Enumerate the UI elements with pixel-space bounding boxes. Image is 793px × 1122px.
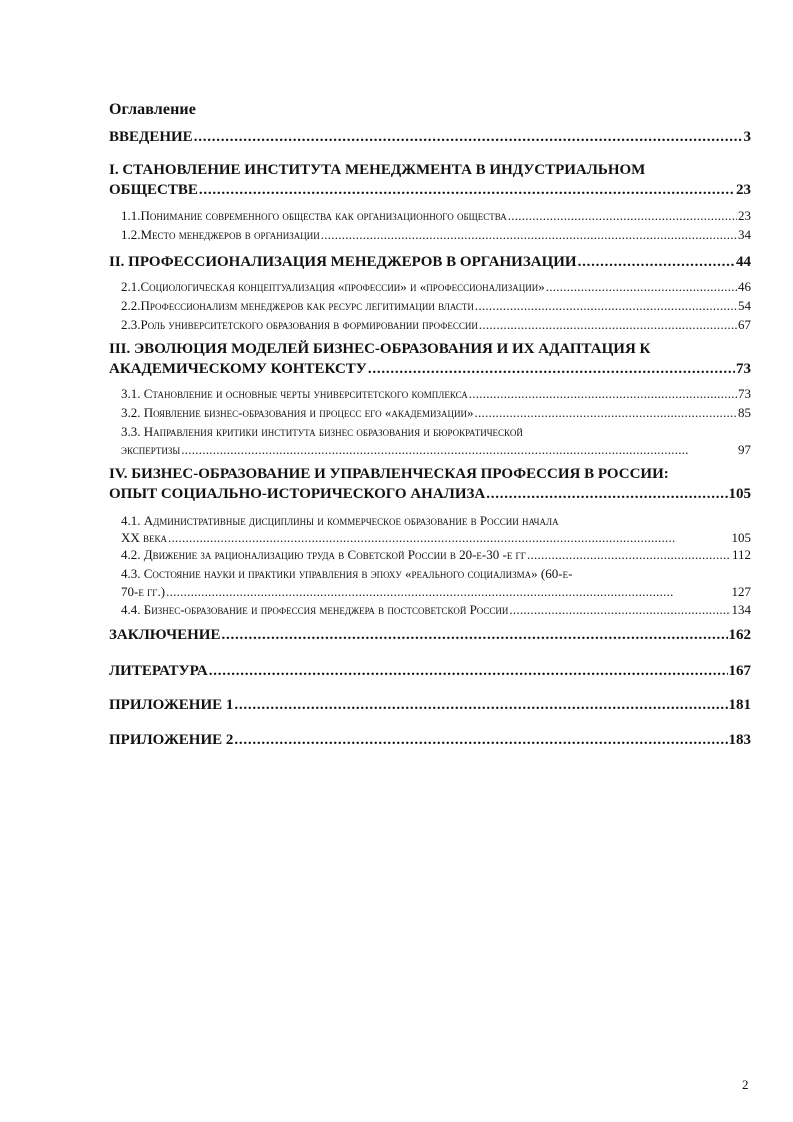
dot-leader [475, 297, 737, 315]
dot-leader [194, 128, 743, 146]
toc-entry-page: 162 [728, 627, 751, 643]
toc-entry-chapter-1-line1[interactable]: I. СТАНОВЛЕНИЕ ИНСТИТУТА МЕНЕДЖМЕНТА В ИНДУСТРИАЛЬНОМ [109, 162, 646, 178]
dot-leader [469, 385, 737, 403]
toc-entry-4-3-line1[interactable]: 4.3. Состояние науки и практики управления в эпоху «реального социализма» (60-е- [121, 566, 573, 581]
toc-entry-chapter-4[interactable] [109, 485, 751, 503]
toc-entry-title: 2.2.Профессионализм менеджеров как ресурс легитимации власти [121, 298, 474, 313]
toc-entry-title: 4.4. Бизнес-образование и профессия менеджера в постсоветской России [121, 602, 509, 617]
page-number: 2 [742, 1077, 749, 1092]
toc-entry-page: 134 [731, 602, 751, 617]
toc-entry-title: 3.2. Появление бизнес-образования и процесс его «академизации» [121, 405, 474, 420]
dot-leader [234, 696, 727, 714]
toc-entry-title: 2.1.Социологическая концептуализация «профессии» и «профессионализации» [121, 279, 545, 294]
toc-entry-4-3[interactable] [121, 583, 751, 601]
dot-leader [199, 181, 735, 199]
toc-entry-chapter-4-line1[interactable]: IV. БИЗНЕС-ОБРАЗОВАНИЕ И УПРАВЛЕНЧЕСКАЯ ПРОФЕССИЯ В РОССИИ: [109, 466, 669, 482]
toc-entry-page: 46 [738, 279, 751, 294]
toc-entry-page: 3 [743, 129, 751, 145]
dot-leader [546, 278, 737, 296]
toc-entry-chapter-3-line1[interactable]: III. ЭВОЛЮЦИЯ МОДЕЛЕЙ БИЗНЕС-ОБРАЗОВАНИЯ И ИХ АДАПТАЦИЯ К [109, 341, 651, 357]
toc-entry-title: II. ПРОФЕССИОНАЛИЗАЦИЯ МЕНЕДЖЕРОВ В ОРГАНИЗАЦИИ [109, 254, 577, 270]
dot-leader [168, 529, 730, 547]
dot-leader [578, 253, 735, 271]
toc-entry-page: 44 [736, 254, 751, 270]
toc-entry-1-1[interactable] [121, 207, 751, 225]
toc-entry-page: 127 [731, 584, 751, 599]
dot-leader [509, 601, 730, 619]
dot-leader [221, 626, 727, 644]
dot-leader [527, 546, 731, 564]
toc-entry-2-3[interactable] [121, 316, 751, 334]
toc-entry-1-2[interactable] [121, 226, 751, 244]
toc-entry-2-2[interactable] [121, 297, 751, 315]
toc-entry-page: 23 [738, 208, 751, 223]
toc-entry-4-4[interactable] [121, 601, 751, 619]
toc-entry-title: ПРИЛОЖЕНИЕ 1 [109, 697, 234, 713]
toc-entry-page: 105 [731, 530, 751, 545]
toc-entry-chapter-2[interactable] [109, 253, 751, 271]
toc-entry-page: 85 [738, 405, 751, 420]
toc-entry-page: 183 [728, 732, 751, 748]
toc-entry-title: 2.3.Роль университетского образования в формировании профессии [121, 317, 478, 332]
toc-entry-title: XX века [121, 530, 168, 545]
dot-leader [475, 404, 738, 422]
toc-entry-title: 3.1. Становление и основные черты университетского комплекса [121, 386, 468, 401]
toc-entry-chapter-1[interactable] [109, 181, 751, 199]
toc-entry-title: 70-е гг.) [121, 584, 166, 599]
toc-entry-4-2[interactable] [121, 546, 751, 564]
dot-leader [368, 360, 735, 378]
toc-entry-title: 4.2. Движение за рационализацию труда в Советской России в 20-е-30 -е гг [121, 547, 526, 562]
toc-entry-page: 167 [728, 663, 751, 679]
toc-entry-page: 97 [738, 442, 751, 457]
toc-heading: Оглавление [109, 101, 196, 118]
toc-entry-title: 1.2.Место менеджеров в организации [121, 227, 320, 242]
toc-entry-title: ЗАКЛЮЧЕНИЕ [109, 627, 221, 643]
toc-entry-page: 181 [728, 697, 751, 713]
toc-entry-3-3[interactable] [121, 441, 751, 459]
toc-entry-title: 1.1.Понимание современного общества как организационного общества [121, 208, 507, 223]
toc-entry-2-1[interactable] [121, 278, 751, 296]
dot-leader [486, 485, 727, 503]
toc-entry-page: 34 [738, 227, 751, 242]
toc-entry-title: АКАДЕМИЧЕСКОМУ КОНТЕКСТУ [109, 361, 367, 377]
toc-entry-chapter-3[interactable] [109, 360, 751, 378]
toc-entry-introduction[interactable] [109, 128, 751, 146]
toc-entry-3-3-line1[interactable]: 3.3. Направления критики института бизнес образования и бюрократической [121, 424, 523, 439]
toc-entry-literature[interactable] [109, 662, 751, 680]
toc-entry-page: 112 [731, 547, 751, 562]
toc-entry-page: 23 [736, 182, 751, 198]
dot-leader [479, 316, 737, 334]
toc-entry-title: ПРИЛОЖЕНИЕ 2 [109, 732, 234, 748]
dot-leader [181, 441, 737, 459]
toc-entry-3-1[interactable] [121, 385, 751, 403]
dot-leader [321, 226, 737, 244]
toc-entry-title: экспертизы [121, 442, 181, 457]
toc-entry-3-2[interactable] [121, 404, 751, 422]
toc-entry-page: 73 [736, 361, 751, 377]
toc-entry-4-1[interactable] [121, 529, 751, 547]
toc-entry-title: ОБЩЕСТВЕ [109, 182, 198, 198]
toc-entry-title: ОПЫТ СОЦИАЛЬНО-ИСТОРИЧЕСКОГО АНАЛИЗА [109, 486, 486, 502]
toc-entry-appendix-1[interactable] [109, 696, 751, 714]
toc-entry-appendix-2[interactable] [109, 731, 751, 749]
dot-leader [209, 662, 728, 680]
toc-entry-page: 67 [738, 317, 751, 332]
toc-entry-page: 105 [728, 486, 751, 502]
dot-leader [508, 207, 737, 225]
toc-entry-conclusion[interactable] [109, 626, 751, 644]
dot-leader [234, 731, 727, 749]
dot-leader [166, 583, 730, 601]
toc-entry-title: ЛИТЕРАТУРА [109, 663, 208, 679]
toc-entry-title: ВВЕДЕНИЕ [109, 129, 193, 145]
toc-entry-page: 54 [738, 298, 751, 313]
toc-entry-page: 73 [738, 386, 751, 401]
toc-entry-4-1-line1[interactable]: 4.1. Административные дисциплины и коммерческое образование в России начала [121, 513, 559, 528]
